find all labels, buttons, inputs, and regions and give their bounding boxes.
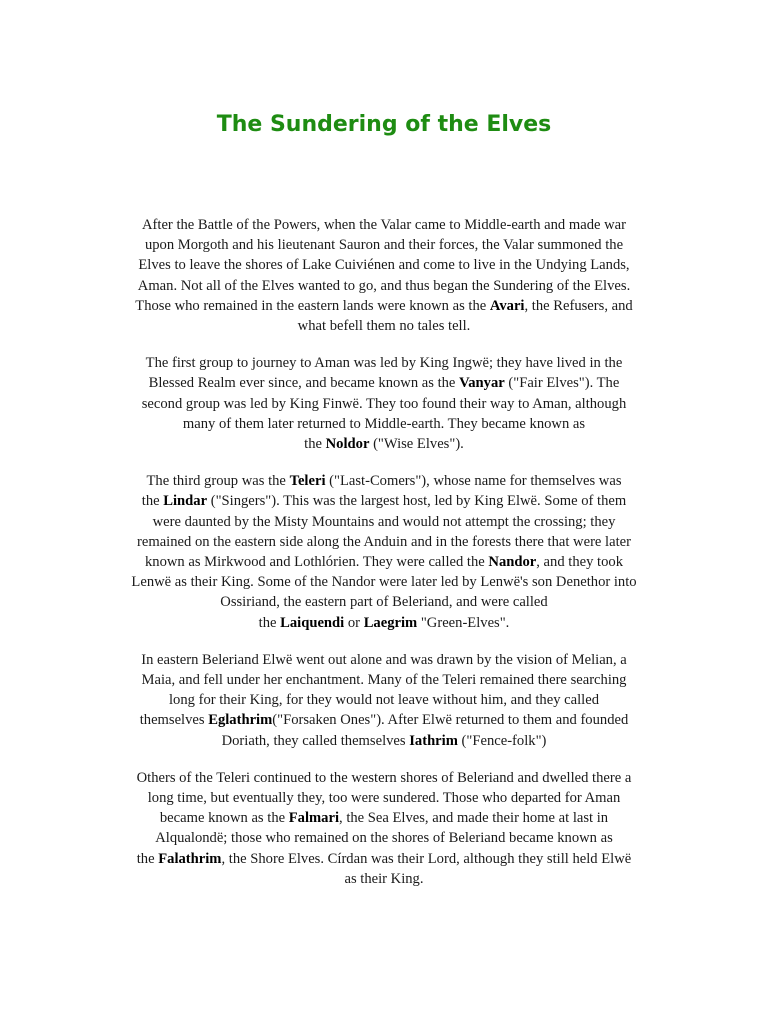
text-line — [88, 373, 680, 393]
bold-term: Avari — [489, 297, 525, 314]
text-run: The third group was the — [146, 473, 290, 490]
text-run: The first group to journey to Aman was led by King Ingwë; they have lived in the — [145, 355, 623, 372]
bold-term: Falmari — [288, 810, 340, 827]
text-line — [88, 828, 680, 848]
text-line — [88, 690, 680, 710]
text-line — [88, 808, 680, 828]
text-run: Aman. Not all of the Elves wanted to go, and thus began the Sundering of the Elves. — [137, 277, 631, 294]
text-run: In eastern Beleriand Elwë went out alone and was drawn by the vision of Melian, a — [141, 651, 627, 668]
text-run: Others of the Teleri continued to the western shores of Beleriand and dwelled there a — [136, 769, 632, 786]
text-line — [88, 788, 680, 808]
text-run: Lenwë as their King. Some of the Nandor were later led by Lenwë's son Denethor into — [131, 574, 637, 591]
bold-term: Vanyar — [459, 375, 505, 392]
page-title: The Sundering of the Elves — [216, 112, 552, 137]
text-line — [88, 316, 680, 336]
text-run: After the Battle of the Powers, when the Valar came to Middle-earth and made war — [142, 217, 626, 233]
document-body — [88, 215, 680, 906]
paragraph — [88, 215, 680, 336]
paragraph — [88, 353, 680, 454]
text-run: Maia, and fell under her enchantment. Many of the Teleri remained there searching — [141, 672, 627, 689]
text-run: ("Forsaken Ones"). After Elwë returned to them and founded — [272, 712, 629, 729]
bold-term: Noldor — [325, 436, 370, 453]
bold-term: Eglathrim — [208, 712, 273, 729]
text-run: Elves to leave the shores of Lake Cuiviénen and come to live in the Undying Lands, — [138, 257, 630, 274]
text-line — [88, 414, 680, 434]
text-run: ("Last-Comers"), whose name for themselves was — [325, 473, 622, 490]
text-run: , and they took — [536, 554, 623, 571]
text-run: long time, but eventually they, too were sundered. Those who departed for Aman — [147, 790, 621, 807]
text-line — [88, 613, 680, 633]
text-line — [88, 869, 680, 889]
text-run: themselves — [139, 712, 209, 729]
text-run: , the Sea Elves, and made their home at last in — [339, 810, 609, 827]
text-run: as their King. — [344, 870, 424, 887]
text-run: the — [141, 493, 164, 510]
text-run: ("Fence-folk") — [457, 732, 547, 749]
bold-term: Iathrim — [409, 732, 458, 749]
bold-term: Falathrim — [158, 850, 222, 867]
text-run: "Green-Elves". — [417, 614, 510, 631]
bold-term: Nandor — [488, 554, 537, 571]
text-line — [88, 768, 680, 788]
text-run: , the Shore Elves. Círdan was their Lord, although they still held Elwë — [221, 850, 632, 867]
text-line — [88, 235, 680, 255]
text-run: , the Refusers, and — [524, 297, 633, 314]
text-line — [88, 353, 680, 373]
text-line — [88, 572, 680, 592]
bold-term: Teleri — [289, 473, 326, 490]
text-run: Ossiriand, the eastern part of Beleriand, and were called — [220, 594, 548, 611]
text-run: were daunted by the Misty Mountains and would not attempt the crossing; they — [152, 513, 616, 530]
bold-term: Laiquendi — [280, 614, 345, 631]
text-line — [88, 491, 680, 511]
paragraph — [88, 471, 680, 633]
text-line — [88, 710, 680, 730]
text-line — [88, 592, 680, 612]
bold-term: Laegrim — [363, 614, 418, 631]
text-line — [88, 532, 680, 552]
text-run: Those who remained in the eastern lands were known as the — [135, 297, 490, 314]
text-run: the — [258, 614, 281, 631]
text-run: known as Mirkwood and Lothlórien. They were called the — [145, 554, 489, 571]
text-run: the — [136, 850, 159, 867]
text-run: Doriath, they called themselves — [221, 732, 410, 749]
text-line — [88, 255, 680, 275]
text-line — [88, 650, 680, 670]
bold-term: Lindar — [163, 493, 208, 510]
text-line — [88, 394, 680, 414]
text-line — [88, 215, 680, 235]
text-run: the — [304, 436, 326, 453]
text-line — [88, 296, 680, 316]
text-run: many of them later returned to Middle-earth. They became known as — [182, 415, 586, 432]
text-line — [88, 434, 680, 454]
text-line — [88, 670, 680, 690]
text-run: long for their King, for they would not leave without him, and they called — [168, 692, 599, 709]
text-run: ("Fair Elves"). The — [504, 375, 620, 392]
text-run: second group was led by King Finwë. They too found their way to Aman, although — [141, 395, 627, 412]
text-run: became known as the — [159, 810, 289, 827]
text-run: Blessed Realm ever since, and became known as the — [148, 375, 460, 392]
text-run: upon Morgoth and his lieutenant Sauron and their forces, the Valar summoned the — [144, 237, 624, 254]
paragraph — [88, 768, 680, 889]
text-line — [88, 849, 680, 869]
text-line — [88, 471, 680, 491]
text-run: ("Wise Elves"). — [369, 436, 464, 453]
text-line — [88, 276, 680, 296]
text-line — [88, 512, 680, 532]
text-run: ("Singers"). This was the largest host, led by King Elwë. Some of them — [207, 493, 627, 510]
text-run: or — [344, 614, 364, 631]
text-run: Alqualondë; those who remained on the shores of Beleriand became known as — [155, 830, 613, 847]
text-run: remained on the eastern side along the Anduin and in the forests there that were later — [137, 533, 631, 550]
text-line — [88, 731, 680, 751]
text-run: what befell them no tales tell. — [297, 318, 471, 335]
text-line — [88, 552, 680, 572]
paragraph — [88, 650, 680, 751]
